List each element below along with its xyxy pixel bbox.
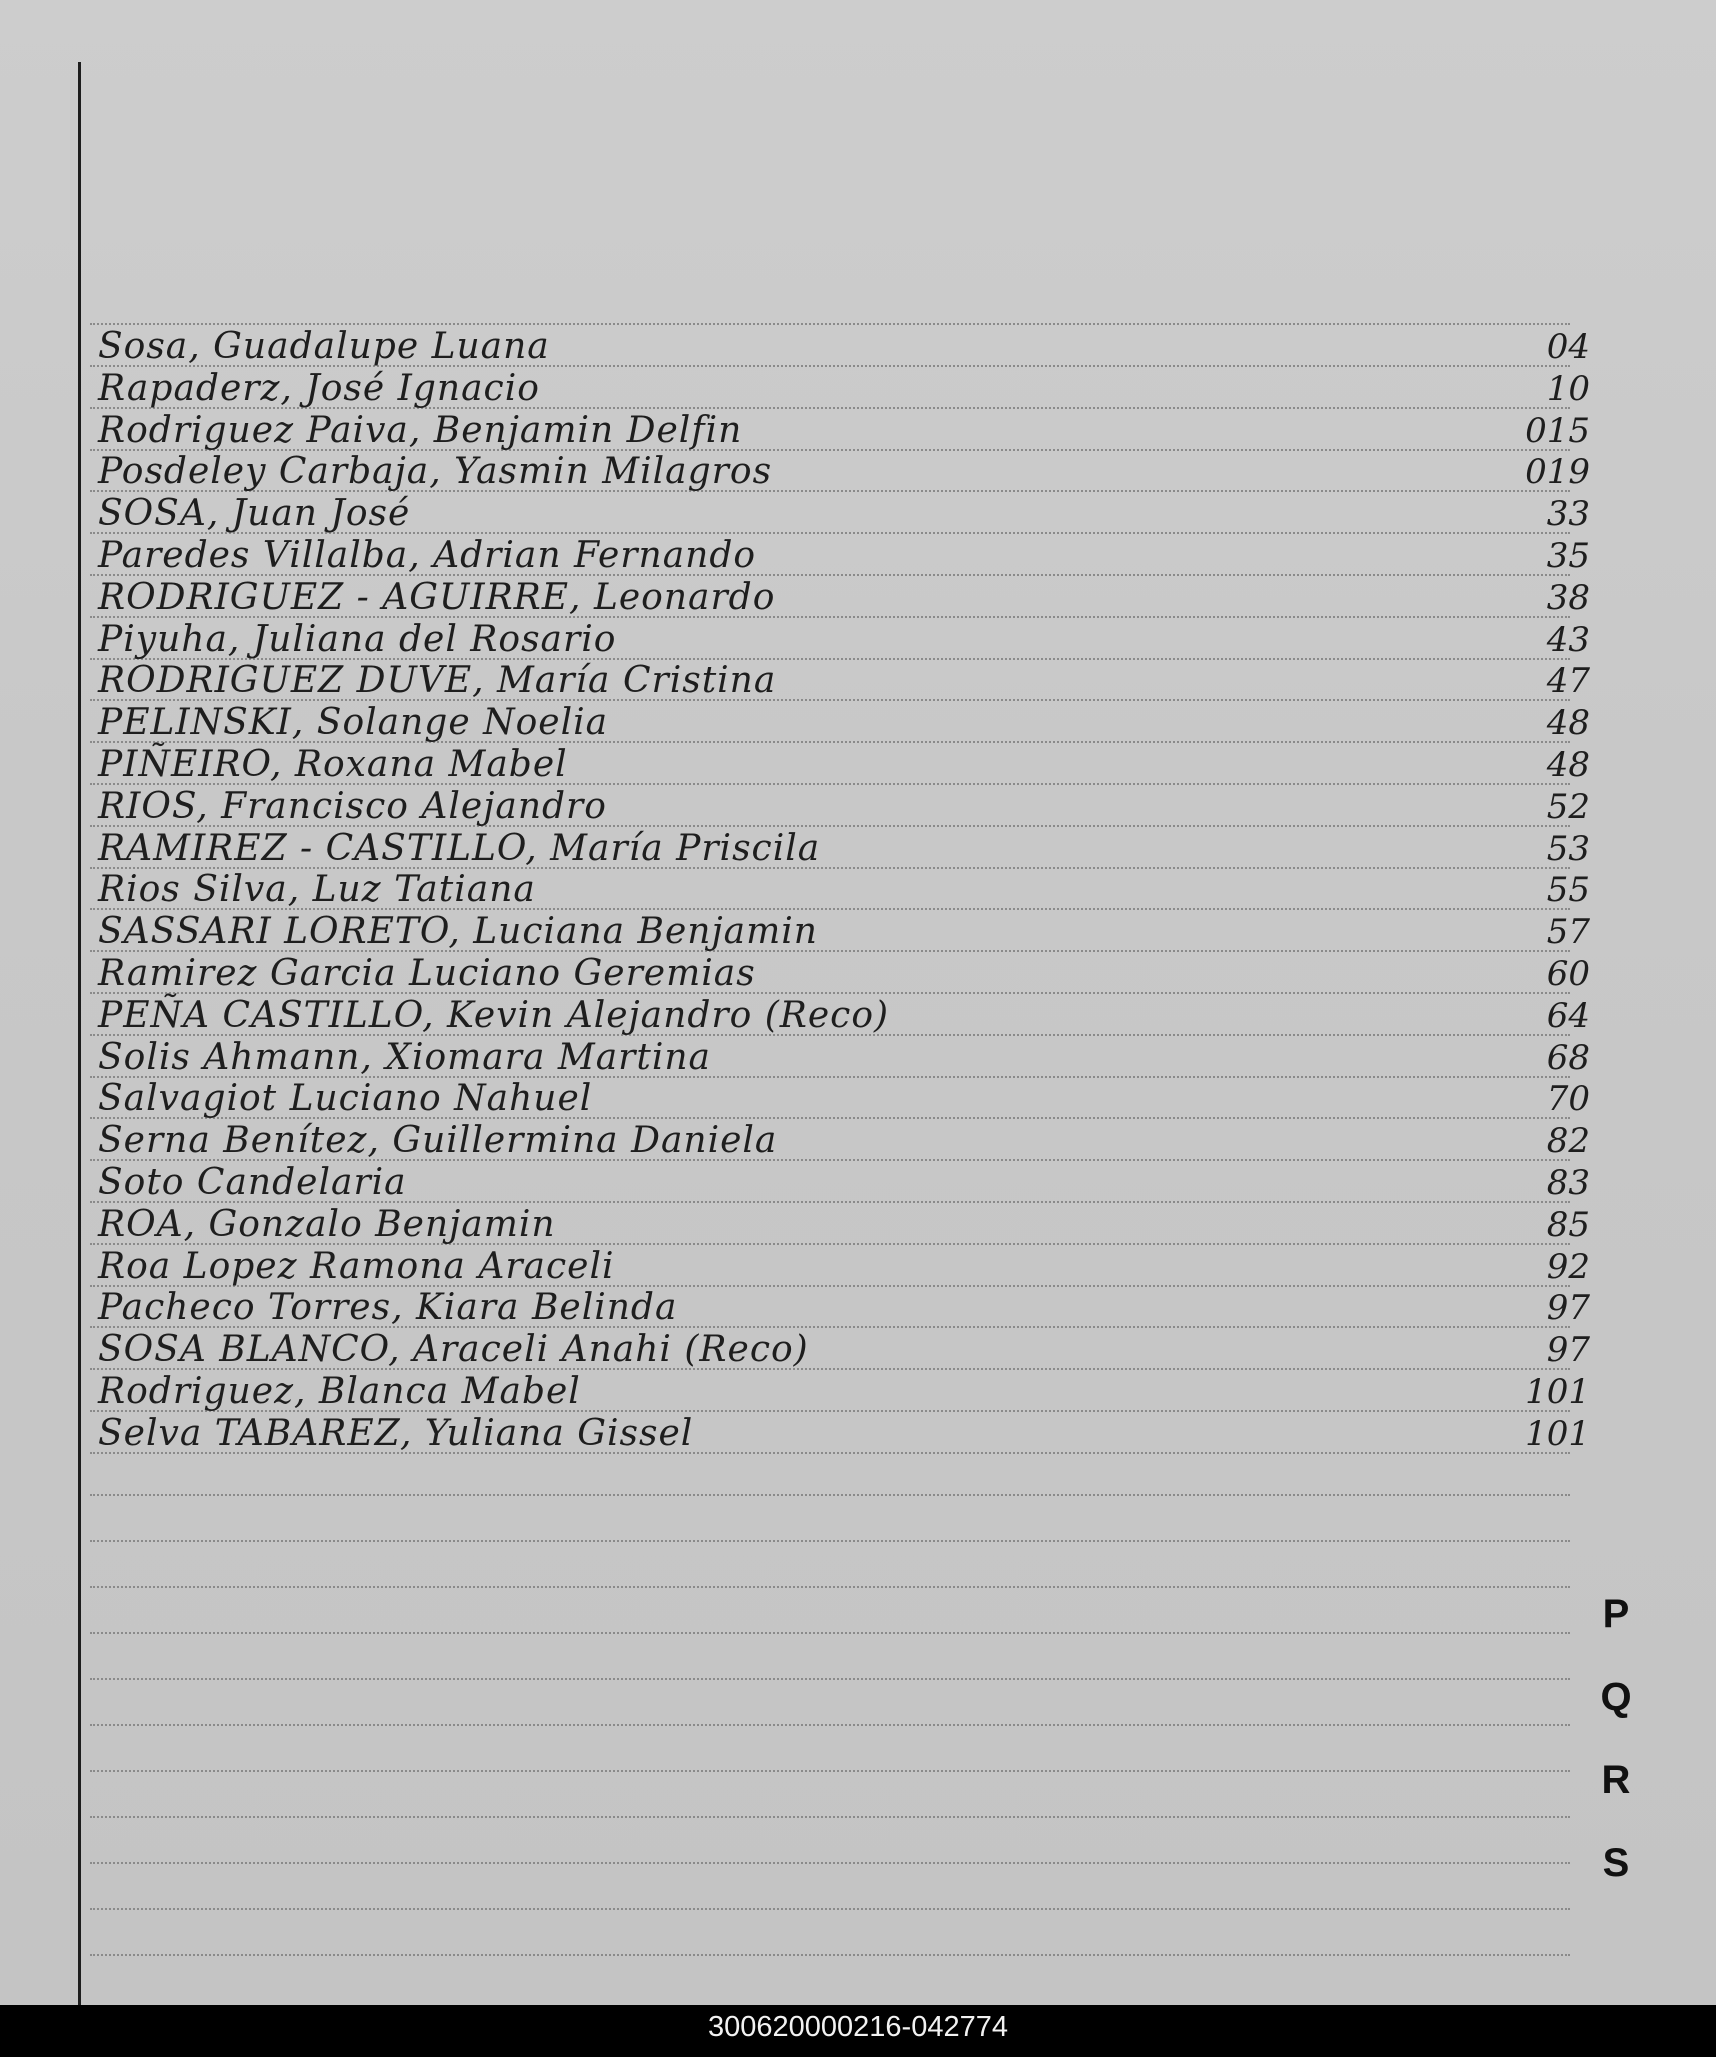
entry-name: Solis Ahmann, Xiomara Martina [98, 1037, 712, 1078]
footer-code: 300620000216-042774 [708, 2011, 1008, 2043]
list-item [90, 1370, 1590, 1410]
entry-page-number: 101 [1525, 1372, 1590, 1412]
entry-name: Sosa, Guadalupe Luana [98, 326, 550, 367]
list-item [90, 1119, 1590, 1159]
entry-name: PEÑA CASTILLO, Kevin Alejandro (Reco) [98, 995, 890, 1036]
entry-page-number: 101 [1525, 1414, 1590, 1454]
entry-name: SOSA, Juan José [98, 493, 411, 534]
entry-name: RODRIGUEZ - AGUIRRE, Leonardo [98, 577, 776, 618]
list-item [90, 910, 1590, 950]
entry-page-number: 68 [1546, 1038, 1590, 1078]
entry-page-number: 83 [1546, 1163, 1590, 1203]
list-item [90, 534, 1590, 574]
entry-page-number: 55 [1546, 870, 1590, 910]
entry-name: Piyuha, Juliana del Rosario [98, 619, 617, 660]
list-item [90, 367, 1590, 407]
entry-page-number: 53 [1546, 829, 1590, 869]
entry-page-number: 60 [1546, 954, 1590, 994]
entry-page-number: 35 [1546, 536, 1590, 576]
index-letter-s[interactable]: S [1602, 1841, 1630, 1885]
entry-page-number: 70 [1546, 1079, 1590, 1119]
list-item [90, 827, 1590, 867]
list-item [90, 952, 1590, 992]
list-item [90, 701, 1590, 741]
entry-page-number: 019 [1525, 452, 1590, 492]
list-item [90, 450, 1590, 490]
entry-name: Salvagiot Luciano Nahuel [98, 1078, 593, 1119]
ruled-line [90, 1632, 1570, 1634]
index-letter-r[interactable]: R [1601, 1758, 1631, 1802]
list-item [90, 868, 1590, 908]
ruled-line [90, 1816, 1570, 1818]
entry-name: Paredes Villalba, Adrian Fernando [98, 535, 757, 576]
list-item [90, 492, 1590, 532]
ruled-line [90, 1908, 1570, 1910]
entry-name: Serna Benítez, Guillermina Daniela [98, 1120, 778, 1161]
entry-name: Ramirez Garcia Luciano Geremias [98, 953, 756, 994]
ruled-line [90, 1494, 1570, 1496]
list-item [90, 325, 1590, 365]
entry-name: RAMIREZ - CASTILLO, María Priscila [98, 828, 821, 869]
entry-name: Soto Candelaria [98, 1162, 407, 1203]
list-item [90, 1412, 1590, 1452]
ruled-line [90, 1862, 1570, 1864]
list-item [90, 743, 1590, 783]
entry-name: Rios Silva, Luz Tatiana [98, 869, 536, 910]
entry-name: SASSARI LORETO, Luciana Benjamin [98, 911, 818, 952]
entry-name: PIÑEIRO, Roxana Mabel [98, 744, 568, 785]
list-item [90, 409, 1590, 449]
entry-page-number: 85 [1546, 1205, 1590, 1245]
list-item [90, 994, 1590, 1034]
ruled-line [90, 1954, 1570, 1956]
list-item [90, 576, 1590, 616]
entry-page-number: 97 [1546, 1330, 1590, 1370]
list-item [90, 1245, 1590, 1285]
entry-name: RODRIGUEZ DUVE, María Cristina [98, 660, 777, 701]
index-letter-p[interactable]: P [1602, 1592, 1630, 1636]
entry-name: Rapaderz, José Ignacio [98, 368, 540, 409]
entry-page-number: 04 [1546, 327, 1590, 367]
list-item [90, 1328, 1590, 1368]
entry-page-number: 47 [1546, 661, 1590, 701]
list-item [90, 785, 1590, 825]
entry-page-number: 33 [1546, 494, 1590, 534]
entry-name: PELINSKI, Solange Noelia [98, 702, 609, 743]
list-item [90, 1077, 1590, 1117]
entry-page-number: 48 [1546, 703, 1590, 743]
ruled-line [90, 1540, 1570, 1542]
entry-name: RIOS, Francisco Alejandro [98, 786, 607, 827]
entry-name: Roa Lopez Ramona Araceli [98, 1246, 615, 1287]
entry-page-number: 52 [1546, 787, 1590, 827]
entry-page-number: 38 [1546, 578, 1590, 618]
list-item [90, 1286, 1590, 1326]
list-item [90, 618, 1590, 658]
entry-page-number: 92 [1546, 1247, 1590, 1287]
ruled-line [90, 1678, 1570, 1680]
entry-page-number: 43 [1546, 620, 1590, 660]
entry-name: Posdeley Carbaja, Yasmin Milagros [98, 451, 773, 492]
entry-page-number: 64 [1546, 996, 1590, 1036]
ruled-line [90, 1586, 1570, 1588]
list-item [90, 659, 1590, 699]
entry-page-number: 97 [1546, 1288, 1590, 1328]
list-item [90, 1036, 1590, 1076]
entry-name: SOSA BLANCO, Araceli Anahi (Reco) [98, 1329, 809, 1370]
entry-page-number: 10 [1546, 369, 1590, 409]
entry-page-number: 82 [1546, 1121, 1590, 1161]
index-letter-q[interactable]: Q [1600, 1675, 1632, 1719]
entry-name: Rodriguez Paiva, Benjamin Delfin [98, 410, 743, 451]
ruled-line [90, 1724, 1570, 1726]
entry-name: Selva TABAREZ, Yuliana Gissel [98, 1413, 694, 1454]
entry-name: Pacheco Torres, Kiara Belinda [98, 1287, 678, 1328]
ruled-line [90, 323, 1570, 325]
entry-name: ROA, Gonzalo Benjamin [98, 1204, 556, 1245]
list-item [90, 1203, 1590, 1243]
ruled-line [90, 1770, 1570, 1772]
entry-page-number: 015 [1525, 411, 1590, 451]
entry-page-number: 48 [1546, 745, 1590, 785]
entry-name: Rodriguez, Blanca Mabel [98, 1371, 581, 1412]
entry-page-number: 57 [1546, 912, 1590, 952]
list-item [90, 1161, 1590, 1201]
margin-rule [78, 62, 81, 2005]
